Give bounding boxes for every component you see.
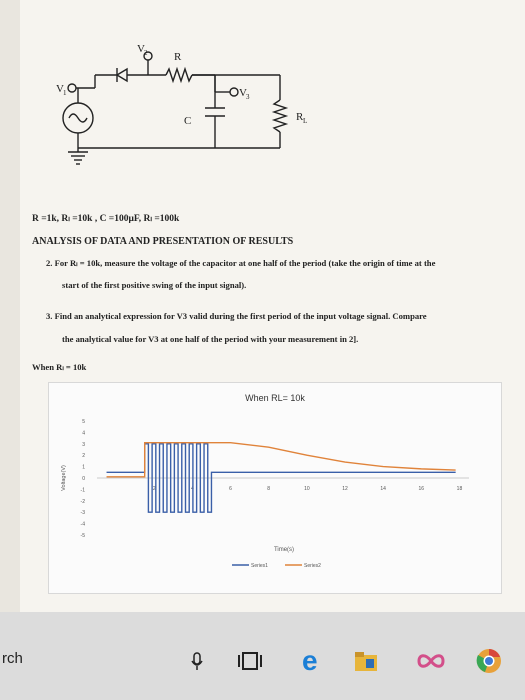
v1-label: V xyxy=(56,83,64,95)
infinity-app-icon[interactable] xyxy=(416,652,446,670)
document-page xyxy=(20,0,525,612)
v2-label: V xyxy=(137,43,145,55)
y-tick-label: 4 xyxy=(82,430,85,437)
item-3-line-2: the analytical value for V3 at one half of the period with your measurement in 2]. xyxy=(62,334,359,344)
x-tick-label: 2 xyxy=(152,486,156,492)
voltage-chart xyxy=(49,383,501,593)
file-explorer-icon[interactable] xyxy=(354,650,378,672)
y-tick-label: 0 xyxy=(82,476,85,482)
svg-text:e: e xyxy=(302,648,318,674)
v3-label-sub: 3 xyxy=(246,93,250,101)
chart-title: When RL= 10k xyxy=(245,393,305,403)
x-tick-label: 16 xyxy=(418,486,425,492)
v2-label-sub: 2 xyxy=(144,49,148,57)
x-tick-label: 8 xyxy=(267,486,271,492)
y-tick-label: 5 xyxy=(82,419,85,425)
y-tick-label: -2 xyxy=(80,498,85,505)
item-3-line-1: 3. Find an analytical expression for V3 valid during the first period of the input voltage signal. Compare xyxy=(46,311,427,321)
item-2-line-1: 2. For Rₗ = 10k, measure the voltage of the capacitor at one half of the period (take the origin of time at the xyxy=(46,258,436,268)
chrome-browser-icon[interactable] xyxy=(476,648,502,674)
y-tick-label: -4 xyxy=(80,521,85,528)
c-label: C xyxy=(184,115,192,127)
v1-label-sub: 1 xyxy=(63,89,67,97)
microphone-icon[interactable] xyxy=(190,652,204,672)
component-values: R =1k, Rₗ =10k , C =100μF, Rₗ =100k xyxy=(32,214,180,224)
legend-series-2-label: Series2 xyxy=(304,563,321,569)
rl-label: R xyxy=(296,111,304,123)
item-2-line-2: start of the first positive swing of the input signal). xyxy=(62,280,247,290)
when-label: When Rₗ = 10k xyxy=(32,362,87,372)
r-label: R xyxy=(174,51,182,63)
x-tick-label: 6 xyxy=(229,486,232,492)
x-tick-label: 10 xyxy=(304,486,310,492)
circuit-diagram xyxy=(20,0,525,200)
v3-label: V xyxy=(239,87,247,99)
y-tick-label: 1 xyxy=(82,464,85,471)
edge-browser-icon[interactable] xyxy=(300,648,326,674)
y-tick-label: -1 xyxy=(80,487,85,494)
y-tick-label: -5 xyxy=(80,533,85,539)
rl-label-sub: L xyxy=(303,117,308,125)
y-tick-label: -3 xyxy=(80,510,85,517)
taskbar xyxy=(0,612,525,700)
y-tick-label: 3 xyxy=(82,441,85,448)
task-view-icon[interactable] xyxy=(238,650,262,672)
y-tick-label: 2 xyxy=(82,453,85,460)
x-tick-label: 4 xyxy=(190,486,194,492)
y-axis-label: Voltage(V) xyxy=(61,465,67,491)
chart-container xyxy=(48,382,502,594)
x-axis-label: Time(s) xyxy=(273,547,295,553)
section-heading: ANALYSIS OF DATA AND PRESENTATION OF RESULTS xyxy=(32,236,294,247)
x-tick-label: 14 xyxy=(380,486,386,492)
x-tick-label: 12 xyxy=(342,486,348,492)
search-box-text[interactable]: rch xyxy=(2,650,23,667)
x-tick-label: 18 xyxy=(456,486,463,492)
legend-series-1-label: Series1 xyxy=(251,563,268,569)
